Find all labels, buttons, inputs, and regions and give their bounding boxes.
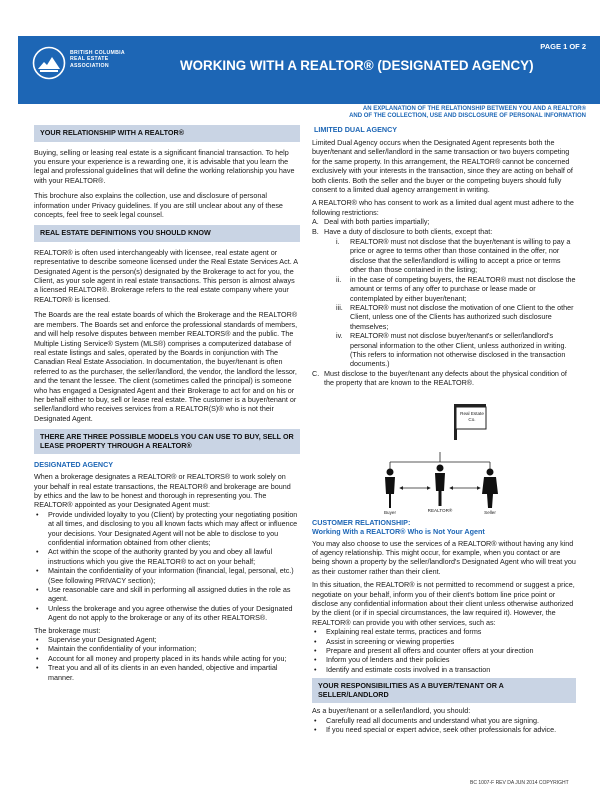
realtor-label: REALTOR® bbox=[427, 507, 453, 513]
list-item: • Carefully read all documents and understand what you are signing. bbox=[312, 716, 576, 725]
agent-duties-list bbox=[34, 510, 300, 623]
list-item: i. REALTOR® must not disclose that the buyer/tenant is willing to pay a price or agree to terms other than those contained in the offer, nor disclose that the seller/landlord is willing to accept a price or terms other than those contained in the listing; bbox=[336, 237, 571, 275]
list-item: • Identify and estimate costs involved in a transaction bbox=[312, 665, 576, 674]
right-column bbox=[312, 125, 576, 734]
realtor-figure-icon bbox=[435, 464, 445, 506]
paragraph: This brochure also explains the collection, use and disclosure of personal information under Privacy guidelines. If you are still unclear about any of these concepts, feel free to seek legal counsel. bbox=[34, 191, 283, 219]
list-item: • Maintain the confidentiality of your information (financial, legal, personal, etc.) (See following PRIVACY section); bbox=[34, 566, 300, 585]
paragraph: In this situation, the REALTOR® is not permitted to recommend or suggest a price, negotiate on your behalf, inform you of their client's bottom line price point or disclose any confidential information about their client unless otherwise authorized by the client (or if in special circumstances, the law required it). However, the REALTOR® can provide you with other services, such as: bbox=[312, 580, 575, 627]
form-code: BC 1007-F REV DA JUN 2014 COPYRIGHT bbox=[470, 780, 569, 786]
paragraph: When a brokerage designates a REALTOR® or REALTORS® to work solely on your behalf in real estate transactions, the REALTOR® and brokerage are bound by ethics and the law to be honest and thorough in representing you. The REALTOR® appointed as your Designated Agent must: bbox=[34, 472, 291, 510]
list-item: A. Deal with both parties impartially; bbox=[312, 217, 430, 227]
header-banner bbox=[18, 36, 600, 104]
responsibilities-list bbox=[312, 716, 576, 735]
list-item: • Treat you and all of its clients in an even handed, objective and impartial manner. bbox=[34, 663, 300, 682]
bcrea-logo-icon bbox=[32, 46, 66, 80]
seller-label: Seller bbox=[484, 509, 496, 515]
page-title: WORKING WITH A REALTOR® (DESIGNATED AGENCY) bbox=[180, 58, 534, 73]
paragraph: The Boards are the real estate boards of which the Brokerage and the REALTOR® are members. The Boards set and enforce the professional standards of members, and will help resolve disputes between member REALTORS® and the public. The Multiple Listing Service® System (MLS®) comprises a computerized database of real estate listings and sales, operated by the Boards in conjunction with The Canadian Real Estate Association. In documentation, the buyer/tenant is often referred to as the purchaser, the seller/landlord, the vendor, the landlord the lessor, and the tenant the lessee. The client (sometimes called the principal) is someone who has engaged a Designated Agent and their Brokerage to act for and on his or her behalf either to buy, sell or lease real estate. The customer is a buyer/tenant or seller/landlord who receives services from a REALTOR(S)® who is not their Designated Agent. bbox=[34, 310, 298, 423]
list-item: iv. REALTOR® must not disclose buyer/tenant's or seller/landlord's personal information to the other Client, unless authorized in writing. (This refers to information not otherwise disclosed in the transaction documents.) bbox=[336, 331, 567, 369]
left-column bbox=[34, 125, 300, 682]
buyer-label: Buyer bbox=[383, 509, 396, 515]
list-item: • Prepare and present all offers and counter offers at your direction bbox=[312, 646, 576, 655]
subheading-designated-agency: DESIGNATED AGENCY bbox=[34, 460, 114, 470]
list-item: • Use reasonable care and skill in performing all assigned duties in the role as agent. bbox=[34, 585, 300, 604]
list-item: • Maintain the confidentiality of your information; bbox=[34, 644, 300, 653]
paragraph: The brokerage must: bbox=[34, 625, 101, 635]
list-item: • Act within the scope of the authority granted by you and obey all lawful instructions which you give the REALTOR® to act on your behalf; bbox=[34, 547, 300, 566]
list-item: • Inform you of lenders and their policies bbox=[312, 655, 576, 664]
list-item: iii. REALTOR® must not disclose the motivation of one Client to the other Client, unless one of the Clients has authorized such disclosure themselves; bbox=[336, 302, 574, 331]
list-item: • Assist in screening or viewing properties bbox=[312, 637, 576, 646]
paragraph: A REALTOR® who has consent to work as a limited dual agent must adhere to the following restrictions: bbox=[312, 198, 574, 217]
list-item: • Unless the brokerage and you agree otherwise the duties of your Designated Agent do not apply to the brokerage or any of its other REALTORS®. bbox=[34, 604, 300, 623]
section-heading-three-models: THERE ARE THREE POSSIBLE MODELS YOU CAN USE TO BUY, SELL OR LEASE PROPERTY THROUGH A REALTOR® bbox=[34, 429, 300, 454]
customer-services-list bbox=[312, 627, 576, 674]
list-item: B. Have a duty of disclosure to both clients, except that: i. REALTOR® must not disclose that the buyer/tenant is willing to pay a price or agree to terms other than those contained in the offer, nor disclose that the seller/landlord is willing to accept a price or terms other than those contained in the listing; ii. in the case of competing buyers, the REALTOR® must not disclose the amount or terms of any offer to purchase or lease made or contemplated by either buyer/tenant; iii. REALTOR® must not disclose the motivation of one Client to the other Client, unless one of the Clients has authorized such disclosure themselves; iv. REALTOR® must not disclose buyer/tenant's or seller/landlord's personal information to the other Client, unless authorized in writing. (This refers to information not otherwise disclosed in the transaction documents.) bbox=[312, 226, 576, 369]
subheading-customer-relationship-sub: Working With a REALTOR® Who is Not Your Agent bbox=[312, 526, 485, 536]
restrictions-list bbox=[312, 217, 576, 387]
list-item: C. Must disclose to the buyer/tenant any defects about the physical condition of the property that are known to the REALTOR®. bbox=[312, 368, 567, 388]
brokerage-duties-list bbox=[34, 635, 300, 682]
disclosure-exceptions-list bbox=[324, 237, 576, 369]
list-item: • Supervise your Designated Agent; bbox=[34, 635, 300, 644]
paragraph: REALTOR® is often used interchangeably with licensee, real estate agent or representative to describe someone licensed under the Real Estate Services Act. A Designated Agent is the person(s) designated by the Brokerage to act for you, the Client, as your sole agent in real estate transactions. This person is almost always a licensed REALTOR®. Brokerage refers to the real estate company where your REALTOR® is licensed. bbox=[34, 247, 298, 304]
list-item: • Provide undivided loyalty to you (Client) by protecting your negotiating position at all times, and disclosing to you all known facts which may affect or influence your decisions. Your Designated Agent will not be able to disclose to you confidential information obtained from other clients; bbox=[34, 510, 300, 548]
section-heading-relationship: YOUR RELATIONSHIP WITH A REALTOR® bbox=[34, 125, 300, 142]
list-item: • If you need special or expert advice, seek other professionals for advice. bbox=[312, 725, 576, 734]
agency-diagram bbox=[312, 390, 576, 516]
paragraph: You may also choose to use the services of a REALTOR® without having any kind of agency relationship. This might occur, for example, when you contact or are being shown a property by the seller/landlord's Designated Agent who will treat you as their customer rather than their client. bbox=[312, 538, 576, 576]
page-subtitle: AN EXPLANATION OF THE RELATIONSHIP BETWEEN YOU AND A REALTOR® AND OF THE COLLECTION, USE AND DISCLOSURE OF PERSONAL INFORMATION bbox=[349, 106, 586, 120]
paragraph: As a buyer/tenant or a seller/landlord, you should: bbox=[312, 706, 471, 716]
paragraph: Buying, selling or leasing real estate is a significant financial transaction. To help you ensure your experience is a rewarding one, it is advisable that you learn the legal and professional guidelines that will define the working relationship you have with your REALTOR®. bbox=[34, 147, 295, 185]
list-item: • Account for all money and property placed in its hands while acting for you; bbox=[34, 654, 300, 663]
list-item: ii. in the case of competing buyers, the REALTOR® must not disclose the amount or terms of any offer to purchase or lease made or contemplated by either buyer/tenant; bbox=[336, 274, 576, 303]
buyer-figure-icon bbox=[385, 468, 395, 508]
sign-label: Real Estate Co. bbox=[460, 410, 484, 422]
list-item: • Explaining real estate terms, practices and forms bbox=[312, 627, 576, 636]
section-heading-definitions: REAL ESTATE DEFINITIONS YOU SHOULD KNOW bbox=[34, 225, 300, 242]
subheading-limited-dual-agency: LIMITED DUAL AGENCY bbox=[314, 125, 398, 134]
seller-figure-icon bbox=[482, 468, 498, 508]
logo-text: BRITISH COLUMBIA REAL ESTATE ASSOCIATION bbox=[70, 50, 125, 69]
paragraph: Limited Dual Agency occurs when the Designated Agent represents both the buyer/tenant and seller/landlord in the same transaction or two buyers competing for the same property. In this arrangement, the REALTOR® cannot be concerned exclusively with your interests in the transaction, since they are acting on behalf of both clients. Both the seller and the buyer or the competing buyers should fully consent to a limited dual agency arrangement in writing. bbox=[312, 138, 573, 195]
subheading-customer-relationship: CUSTOMER RELATIONSHIP: bbox=[312, 517, 411, 527]
section-heading-responsibilities: YOUR RESPONSIBILITIES AS A BUYER/TENANT OR A SELLER/LANDLORD bbox=[312, 678, 576, 703]
agency-diagram-illustration bbox=[312, 390, 576, 516]
page-number: PAGE 1 OF 2 bbox=[540, 42, 586, 51]
